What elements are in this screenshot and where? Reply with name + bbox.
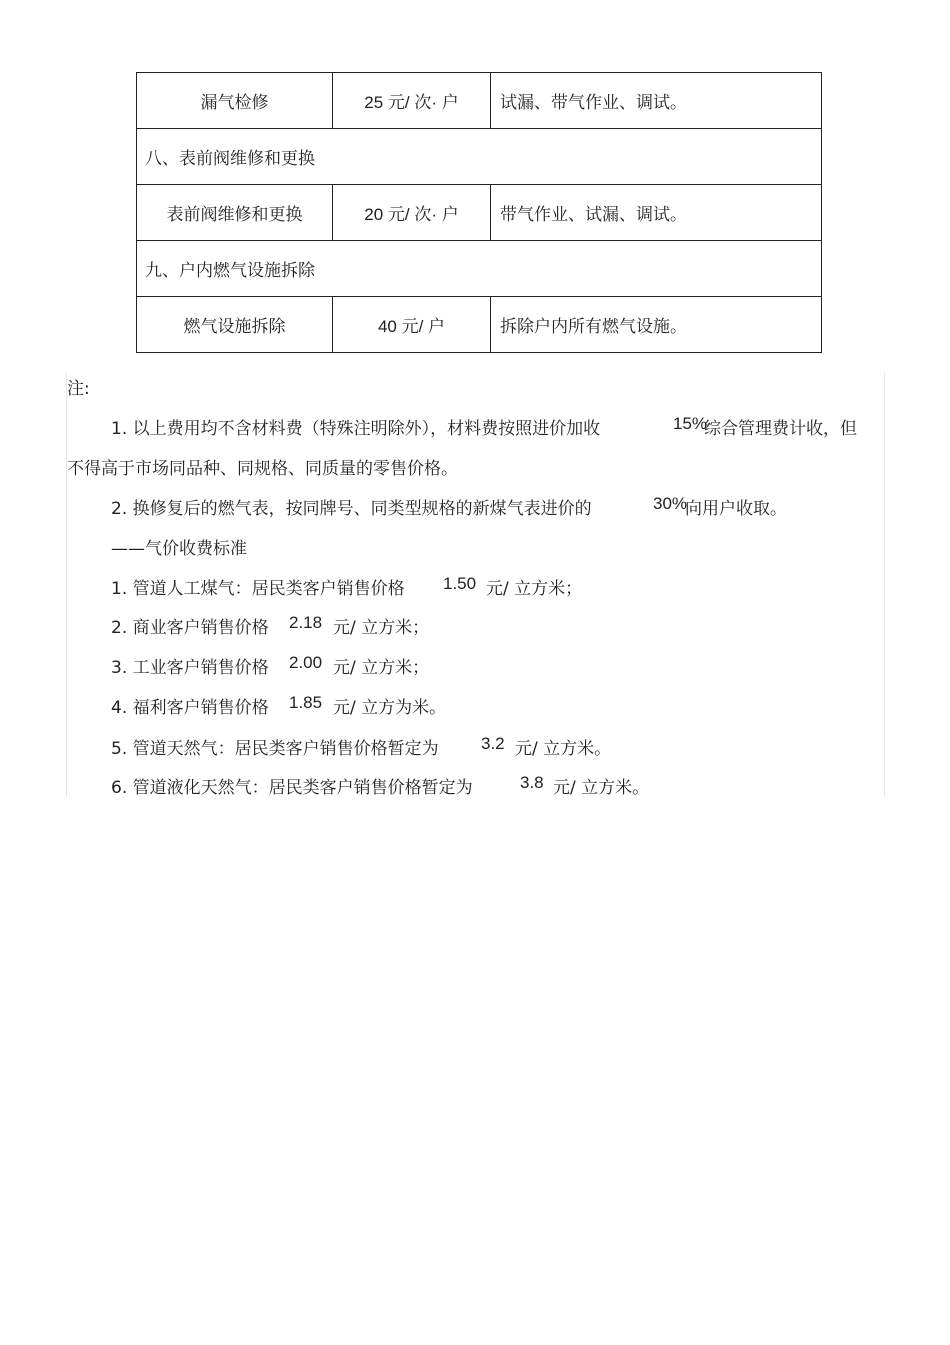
gas-price-item-value: 3.2: [481, 734, 505, 753]
item-content: 拆除户内所有燃气设施。: [491, 297, 822, 353]
note-2-text: 2. 换修复后的燃气表，按同牌号、同类型规格的新煤气表进价的: [111, 499, 592, 519]
gas-price-item-value: 1.50: [443, 574, 477, 593]
note-1-text: 1. 以上费用均不含材料费（特殊注明除外），材料费按照进价加收: [111, 419, 601, 439]
section-title: 九、户内燃气设施拆除: [137, 241, 822, 297]
gas-price-item-unit: 元/ 立方米；: [486, 579, 583, 599]
note-2-end: 向用户收取。: [685, 499, 787, 519]
table-row: [137, 73, 822, 129]
gas-price-item-text: 2. 商业客户销售价格: [111, 618, 269, 638]
table-section-row: [137, 129, 822, 185]
item-content: 带气作业、试漏、调试。: [491, 185, 822, 241]
gas-price-title: ——气价收费标准: [111, 539, 247, 559]
gas-price-item-unit: 元/ 立方米。: [515, 739, 612, 759]
table-section-row: [137, 241, 822, 297]
note-1-line-2: 不得高于市场同品种、同规格、同质量的零售价格。: [67, 459, 458, 479]
gas-price-item-value: 3.8: [520, 773, 544, 792]
notes-heading: 注:: [67, 379, 90, 399]
fee-table: [136, 72, 822, 353]
item-name: 燃气设施拆除: [137, 297, 333, 353]
note-2-percent: 30%: [653, 494, 688, 513]
note-1-percent: 15%: [673, 414, 708, 433]
item-content: 试漏、带气作业、调试。: [491, 73, 822, 129]
gas-price-item-unit: 元/ 立方米；: [333, 658, 430, 678]
gas-price-item-unit: 元/ 立方米。: [553, 778, 650, 798]
item-price: 20 元/ 次· 户: [333, 185, 491, 241]
item-name: 漏气检修: [137, 73, 333, 129]
gas-price-item-text: 3. 工业客户销售价格: [111, 658, 269, 678]
gas-price-item-value: 1.85: [289, 693, 323, 712]
table-row: [137, 297, 822, 353]
gas-price-item-text: 4. 福利客户销售价格: [111, 698, 269, 718]
section-title: 八、表前阀维修和更换: [137, 129, 822, 185]
table-row: [137, 185, 822, 241]
item-name: 表前阀维修和更换: [137, 185, 333, 241]
note-1-line-1: [111, 414, 600, 439]
gas-price-item-value: 2.00: [289, 653, 323, 672]
note-1-end: 综合管理费计收，但: [704, 419, 857, 439]
gas-price-item-unit: 元/ 立方米；: [333, 618, 430, 638]
gas-price-item-text: 6. 管道液化天然气：居民类客户销售价格暂定为: [111, 778, 473, 798]
gas-price-item-text: 5. 管道天然气：居民类客户销售价格暂定为: [111, 739, 439, 759]
gas-price-item-text: 1. 管道人工煤气：居民类客户销售价格: [111, 579, 405, 599]
item-price: 25 元/ 次· 户: [333, 73, 491, 129]
item-price: 40 元/ 户: [333, 297, 491, 353]
gas-price-item-unit: 元/ 立方为米。: [333, 698, 447, 718]
gas-price-item-value: 2.18: [289, 613, 323, 632]
